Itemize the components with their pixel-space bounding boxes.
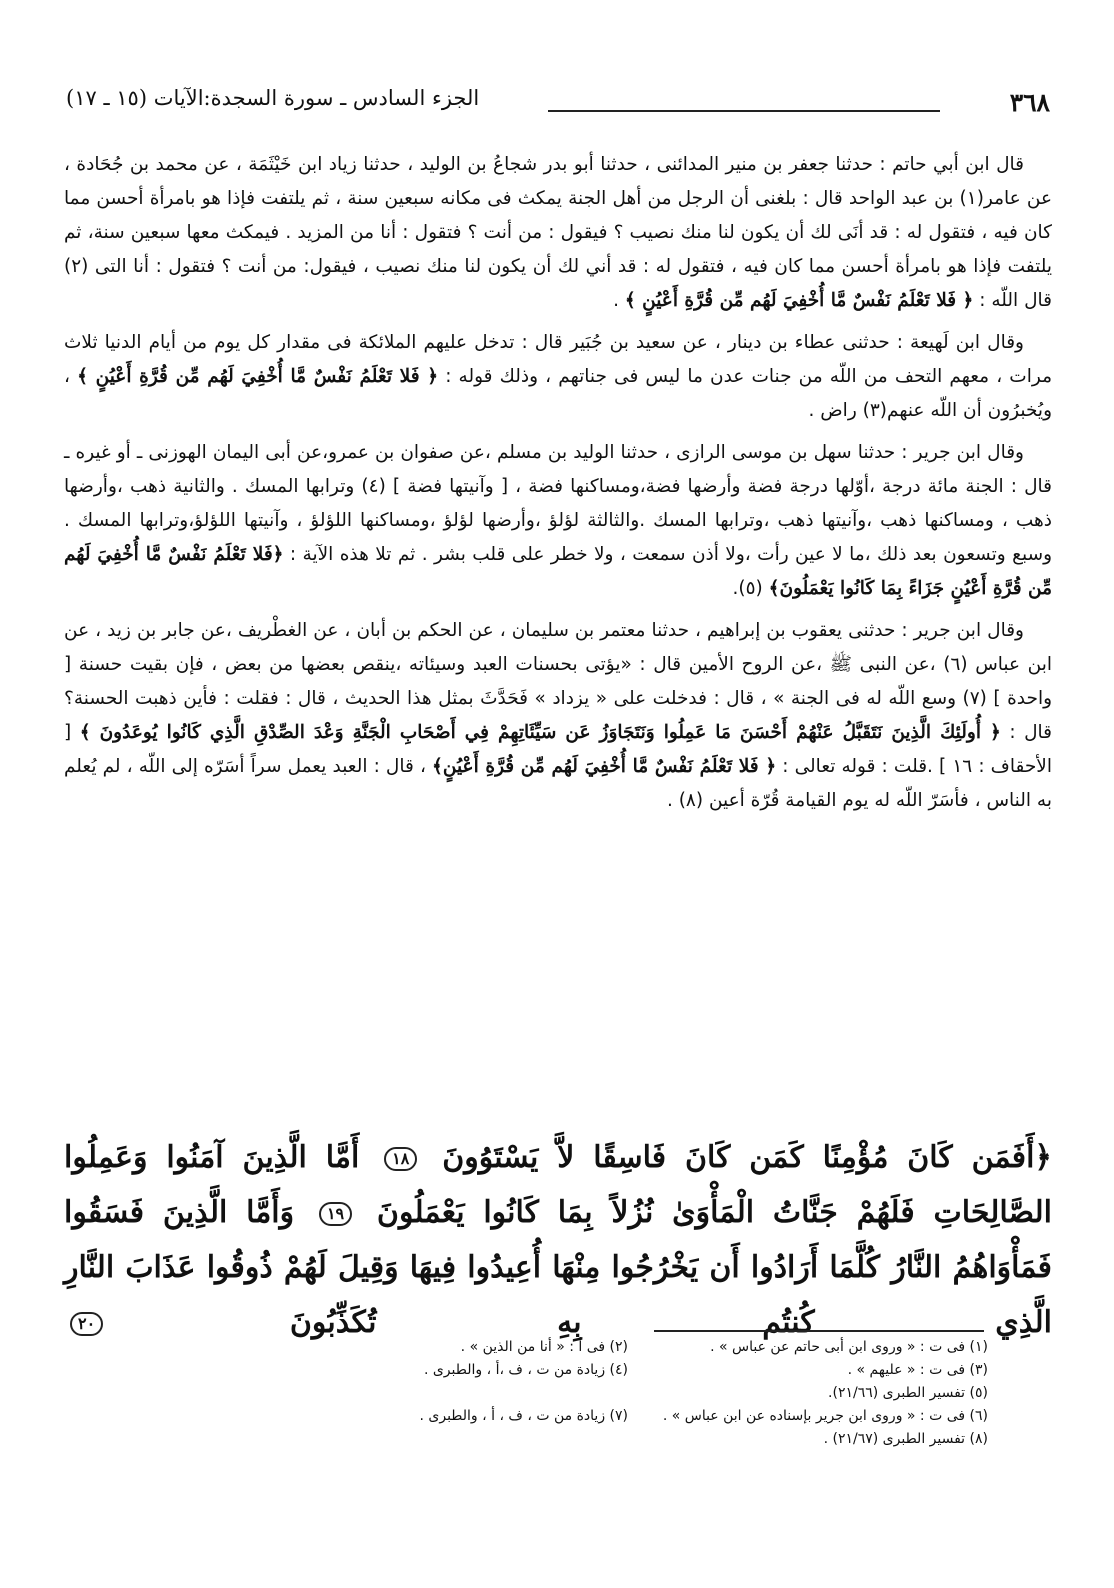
verse-18-text: ﴿أَفَمَن كَانَ مُؤْمِنًا كَمَن كَانَ فَاسِقًا لاَّ يَسْتَوُونَ: [442, 1140, 1053, 1175]
quran-quote: ﴿فَلا تَعْلَمُ نَفْسٌ مَّا أُخْفِيَ لَهُم مِّن قُرَّةِ أَعْيُنٍ جَزَاءً بِمَا كَانُوا يَعْمَلُونَ﴾: [64, 544, 1052, 599]
quran-verses-block: [64, 1130, 1052, 1350]
paragraph-text: قال ابن أبي حاتم : حدثنا جعفر بن منير المدائنى ، حدثنا أبو بدر شجاعُ بن الوليد ، حدثنا زياد ابن خَيْثَمَة ، عن محمد بن جُحَادة ، عن عامر(١) بن عبد الواحد قال : بلغنى أن الرجل من أهل الجنة يمكث فى مكانه سبعين سنة ، ثم يلتفت فإذا هو بامرأة أحسن مما كان فيه ، فتقول له : قد أنَى لك أن يكون لنا منك نصيب ؟ فيقول : من أنت ؟ فتقول : أنا من المزيد . فيمكث معها سبعين سنة، ثم يلتفت فإذا هو بامرأة أحسن مما كان فيه ، فتقول له : قد أني لك أن يكون لنا منك نصيب ، فيقول: من أنت ؟ فتقول : أنا التى (٢) قال اللّه :: [64, 154, 1052, 311]
paragraph-text: وقال ابن جرير : حدثنا سهل بن موسى الرازى ، حدثنا الوليد بن مسلم ،عن صفوان بن عمرو،عن أبى اليمان الهوزنى ـ أو غيره ـ قال : الجنة مائة درجة ،أوّلها درجة فضة وأرضها فضة،ومساكنها فضة ، [ وآنيتها فضة ] (٤) وترابها المسك . والثانية ذهب ،وأرضها ذهب ، ومساكنها ذهب ،وآنيتها ذهب ،وترابها المسك .والثالثة لؤلؤ ،وأرضها لؤلؤ ،ومساكنها اللؤلؤ ، وآنيتها اللؤلؤ،وترابها المسك . وسبع وتسعون بعد ذلك ،ما لا عين رأت ،ولا أذن سمعت ، ولا خطر على قلب بشر . ثم تلا هذه الآية :: [64, 442, 1052, 565]
footnote-row: [128, 1428, 988, 1451]
verse-20-text: وَأَمَّا الَّذِينَ فَسَقُوا فَمَأْوَاهُمُ النَّارُ كُلَّمَا أَرَادُوا أَن يَخْرُجُوا مِنْهَا أُعِيدُوا فِيهَا وَقِيلَ لَهُمْ ذُوقُوا عَذَابَ النَّارِ الَّذِي كُنتُم بِهِ تُكَذِّبُونَ: [64, 1195, 1052, 1340]
paragraph-text: ، ويُخبرُون أن اللّه عنهم(٣) راض .: [64, 366, 1052, 421]
footnote-row: [128, 1405, 988, 1428]
verse-19-text: أَمَّا الَّذِينَ آمَنُوا وَعَمِلُوا الصَّالِحَاتِ فَلَهُمْ جَنَّاتُ الْمَأْوَىٰ نُزُلاً بِمَا كَانُوا يَعْمَلُونَ: [64, 1140, 1053, 1230]
footnote-3: (٣) فى ت : « عليهم » .: [847, 1362, 988, 1378]
header-rule: [548, 110, 940, 112]
paragraph-3: [64, 436, 1052, 606]
paragraph-text: [ الأحقاف : ١٦ ] .قلت : قوله تعالى :: [64, 722, 1052, 777]
page-number: ٣٦٨: [1009, 88, 1050, 117]
quran-quote: ﴿ فَلا تَعْلَمُ نَفْسٌ مَّا أُخْفِيَ لَهُم مِّن قُرَّةِ أَعْيُنٍ﴾: [432, 756, 777, 777]
footnote-row: [128, 1382, 988, 1405]
paragraph-text: .: [613, 290, 619, 311]
verse-number-20: ٢٠: [70, 1312, 103, 1336]
header-title: الجزء السادس ـ سورة السجدة:الآيات (١٥ ـ ١٧): [66, 86, 480, 110]
footnote-6: (٦) فى ت : « وروى ابن جرير بإسناده عن ابن عباس » .: [662, 1408, 988, 1424]
quran-quote: ﴿ فَلا تَعْلَمُ نَفْسٌ مَّا أُخْفِيَ لَهُم مِّن قُرَّةِ أَعْيُنٍ ﴾: [624, 290, 974, 311]
footnote-4: (٤) زيادة من ت ، ف ،أ ، والطبرى .: [423, 1362, 628, 1378]
paragraph-1: [64, 148, 1052, 318]
paragraph-text: وقال ابن لَهيعة : حدثنى عطاء بن دينار ، عن سعيد بن جُبَير قال : تدخل عليهم الملائكة فى مقدار كل يوم من أيام الدنيا ثلاث مرات ، معهم التحف من اللّه من جنات عدن ما ليس فى جناتهم ، وذلك قوله :: [64, 332, 1052, 387]
paragraph-2: [64, 326, 1052, 428]
footnote-2: (٢) فى أ : « أنا من الذين » .: [460, 1339, 628, 1355]
footnote-7: (٧) زيادة من ت ، ف ، أ ، والطبرى .: [419, 1408, 628, 1424]
verse-number-19: ١٩: [319, 1202, 352, 1226]
footnote-5: (٥) تفسير الطبرى (٢١/٦٦).: [828, 1385, 988, 1401]
footnotes: [128, 1336, 988, 1451]
running-header: [66, 80, 1050, 122]
quran-quote: ﴿ فَلا تَعْلَمُ نَفْسٌ مَّا أُخْفِيَ لَهُم مِّن قُرَّةِ أَعْيُنٍ ﴾: [77, 366, 439, 387]
paragraph-text: ، قال : العبد يعمل سراً أسَرّه إلى اللّه ، لم يُعلم به الناس ، فأسَرّ اللّه له يوم القيامة قُرّة أعين (٨) .: [64, 756, 1052, 811]
paragraph-text: (٥).: [732, 578, 763, 599]
paragraph-4: [64, 614, 1052, 818]
footnote-row: [128, 1336, 988, 1359]
paragraph-text: وقال ابن جرير : حدثنى يعقوب بن إبراهيم ، حدثنا معتمر بن سليمان ، عن الحكم بن أبان ، عن الغطْريف ،عن جابر بن زيد ، عن ابن عباس (٦) ،عن النبى ﷺ ،عن الروح الأمين قال : «يؤتى بحسنات العبد وسيئاته ،ينقص بعضها من بعض ، فإن بقيت حسنة [ واحدة ] (٧) وسع اللّه له فى الجنة » ، قال : فدخلت على « يزداد » فَحَدَّثَ بمثل هذا الحديث ، قال : فقلت : فأين ذهبت الحسنة؟ قال :: [64, 620, 1053, 743]
footnote-1: (١) فى ت : « وروى ابن أبى حاتم عن عباس » .: [710, 1339, 988, 1355]
footnote-8: (٨) تفسير الطبرى (٢١/٦٧) .: [823, 1431, 988, 1447]
quran-quote: ﴿ أُولَئِكَ الَّذِينَ نَتَقَبَّلُ عَنْهُمْ أَحْسَنَ مَا عَمِلُوا وَنَتَجَاوَزُ عَن سَيِّئَاتِهِمْ فِي أَصْحَابِ الْجَنَّةِ وَعْدَ الصِّدْقِ الَّذِي كَانُوا يُوعَدُونَ ﴾: [79, 722, 1001, 743]
verse-number-18: ١٨: [384, 1147, 417, 1171]
footnote-separator: [654, 1330, 984, 1332]
commentary-body: [64, 148, 1052, 826]
footnote-row: [128, 1359, 988, 1382]
